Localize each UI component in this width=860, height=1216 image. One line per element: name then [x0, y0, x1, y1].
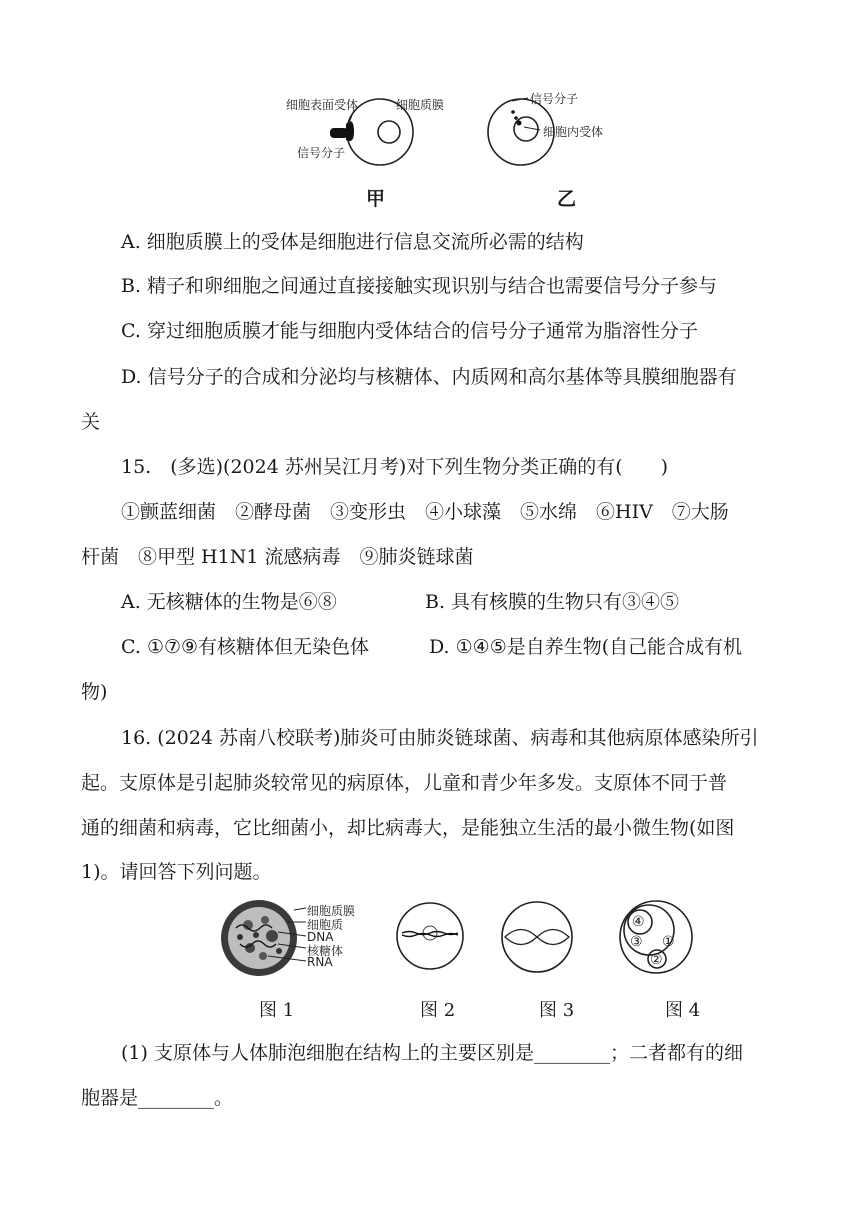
- label-surface-receptor: 细胞表面受体: [286, 98, 359, 112]
- fig1-label-ribosome: 核糖体: [307, 944, 344, 958]
- fig4-label-2: ②: [650, 952, 663, 968]
- q15-stem: 15. (多选)(2024 苏州吴江月考)对下列生物分类正确的有( ): [121, 456, 669, 478]
- q14-option-d: D. 信号分子的合成和分泌均与核糖体、内质网和高尔基体等具膜细胞器有: [121, 366, 737, 388]
- fig1-label-membrane: 细胞质膜: [307, 904, 356, 918]
- label-cell-membrane: 细胞质膜: [396, 98, 445, 112]
- q15-list-2: 杆菌 ⑧甲型 H1N1 流感病毒 ⑨肺炎链球菌: [81, 546, 474, 568]
- q14-option-c: C. 穿过细胞质膜才能与细胞内受体结合的信号分子通常为脂溶性分子: [121, 320, 698, 342]
- q16-sub1-line-1: (1) 支原体与人体肺泡细胞在结构上的主要区别是________；二者都有的细: [121, 1042, 743, 1064]
- q16-line-2: 起。支原体是引起肺炎较常见的病原体，儿童和青少年多发。支原体不同于普: [81, 772, 728, 794]
- fig1-label-cytoplasm: 细胞质: [307, 918, 344, 932]
- q14-option-b: B. 精子和卵细胞之间通过直接接触实现识别与结合也需要信号分子参与: [121, 275, 718, 297]
- q14-option-d-cont: 关: [81, 411, 101, 433]
- caption-jia: 甲: [366, 188, 386, 210]
- q16-sub1-line-2: 胞器是________。: [81, 1087, 234, 1109]
- fig4-label-1: ①: [662, 934, 675, 950]
- label-signal-molecule-left: 信号分子: [297, 146, 346, 160]
- q15-option-d-cont: 物): [81, 681, 108, 703]
- fig4-label-3: ③: [630, 934, 643, 950]
- q14-option-a: A. 细胞质膜上的受体是细胞进行信息交流所必需的结构: [121, 231, 584, 253]
- q15-option-d: D. ①④⑤是自养生物(自己能合成有机: [429, 636, 743, 658]
- caption-fig-2: 图 2: [420, 1000, 456, 1021]
- caption-fig-4: 图 4: [665, 1000, 701, 1021]
- q16-line-1: 16. (2024 苏南八校联考)肺炎可由肺炎链球菌、病毒和其他病原体感染所引: [121, 727, 759, 749]
- caption-yi: 乙: [557, 188, 577, 210]
- q15-option-c: C. ①⑦⑨有核糖体但无染色体: [121, 636, 370, 658]
- q16-line-3: 通的细菌和病毒，它比细菌小，却比病毒大，是能独立生活的最小微生物(如图: [81, 817, 735, 839]
- q15-option-b: B. 具有核膜的生物只有③④⑤: [425, 591, 680, 613]
- fig4-label-4: ④: [632, 914, 645, 930]
- caption-fig-3: 图 3: [539, 1000, 575, 1021]
- fig1-label-rna: RNA: [307, 955, 333, 969]
- q15-option-a: A. 无核糖体的生物是⑥⑧: [121, 591, 337, 613]
- q15-list-1: ①颤蓝细菌 ②酵母菌 ③变形虫 ④小球藻 ⑤水绵 ⑥HIV ⑦大肠: [121, 501, 729, 523]
- fig1-label-dna: DNA: [307, 930, 334, 944]
- caption-fig-1: 图 1: [259, 1000, 295, 1021]
- label-signal-molecule-right: 信号分子: [530, 92, 579, 106]
- q16-line-4: 1)。请回答下列问题。: [81, 861, 272, 883]
- label-inner-receptor: 细胞内受体: [543, 125, 604, 139]
